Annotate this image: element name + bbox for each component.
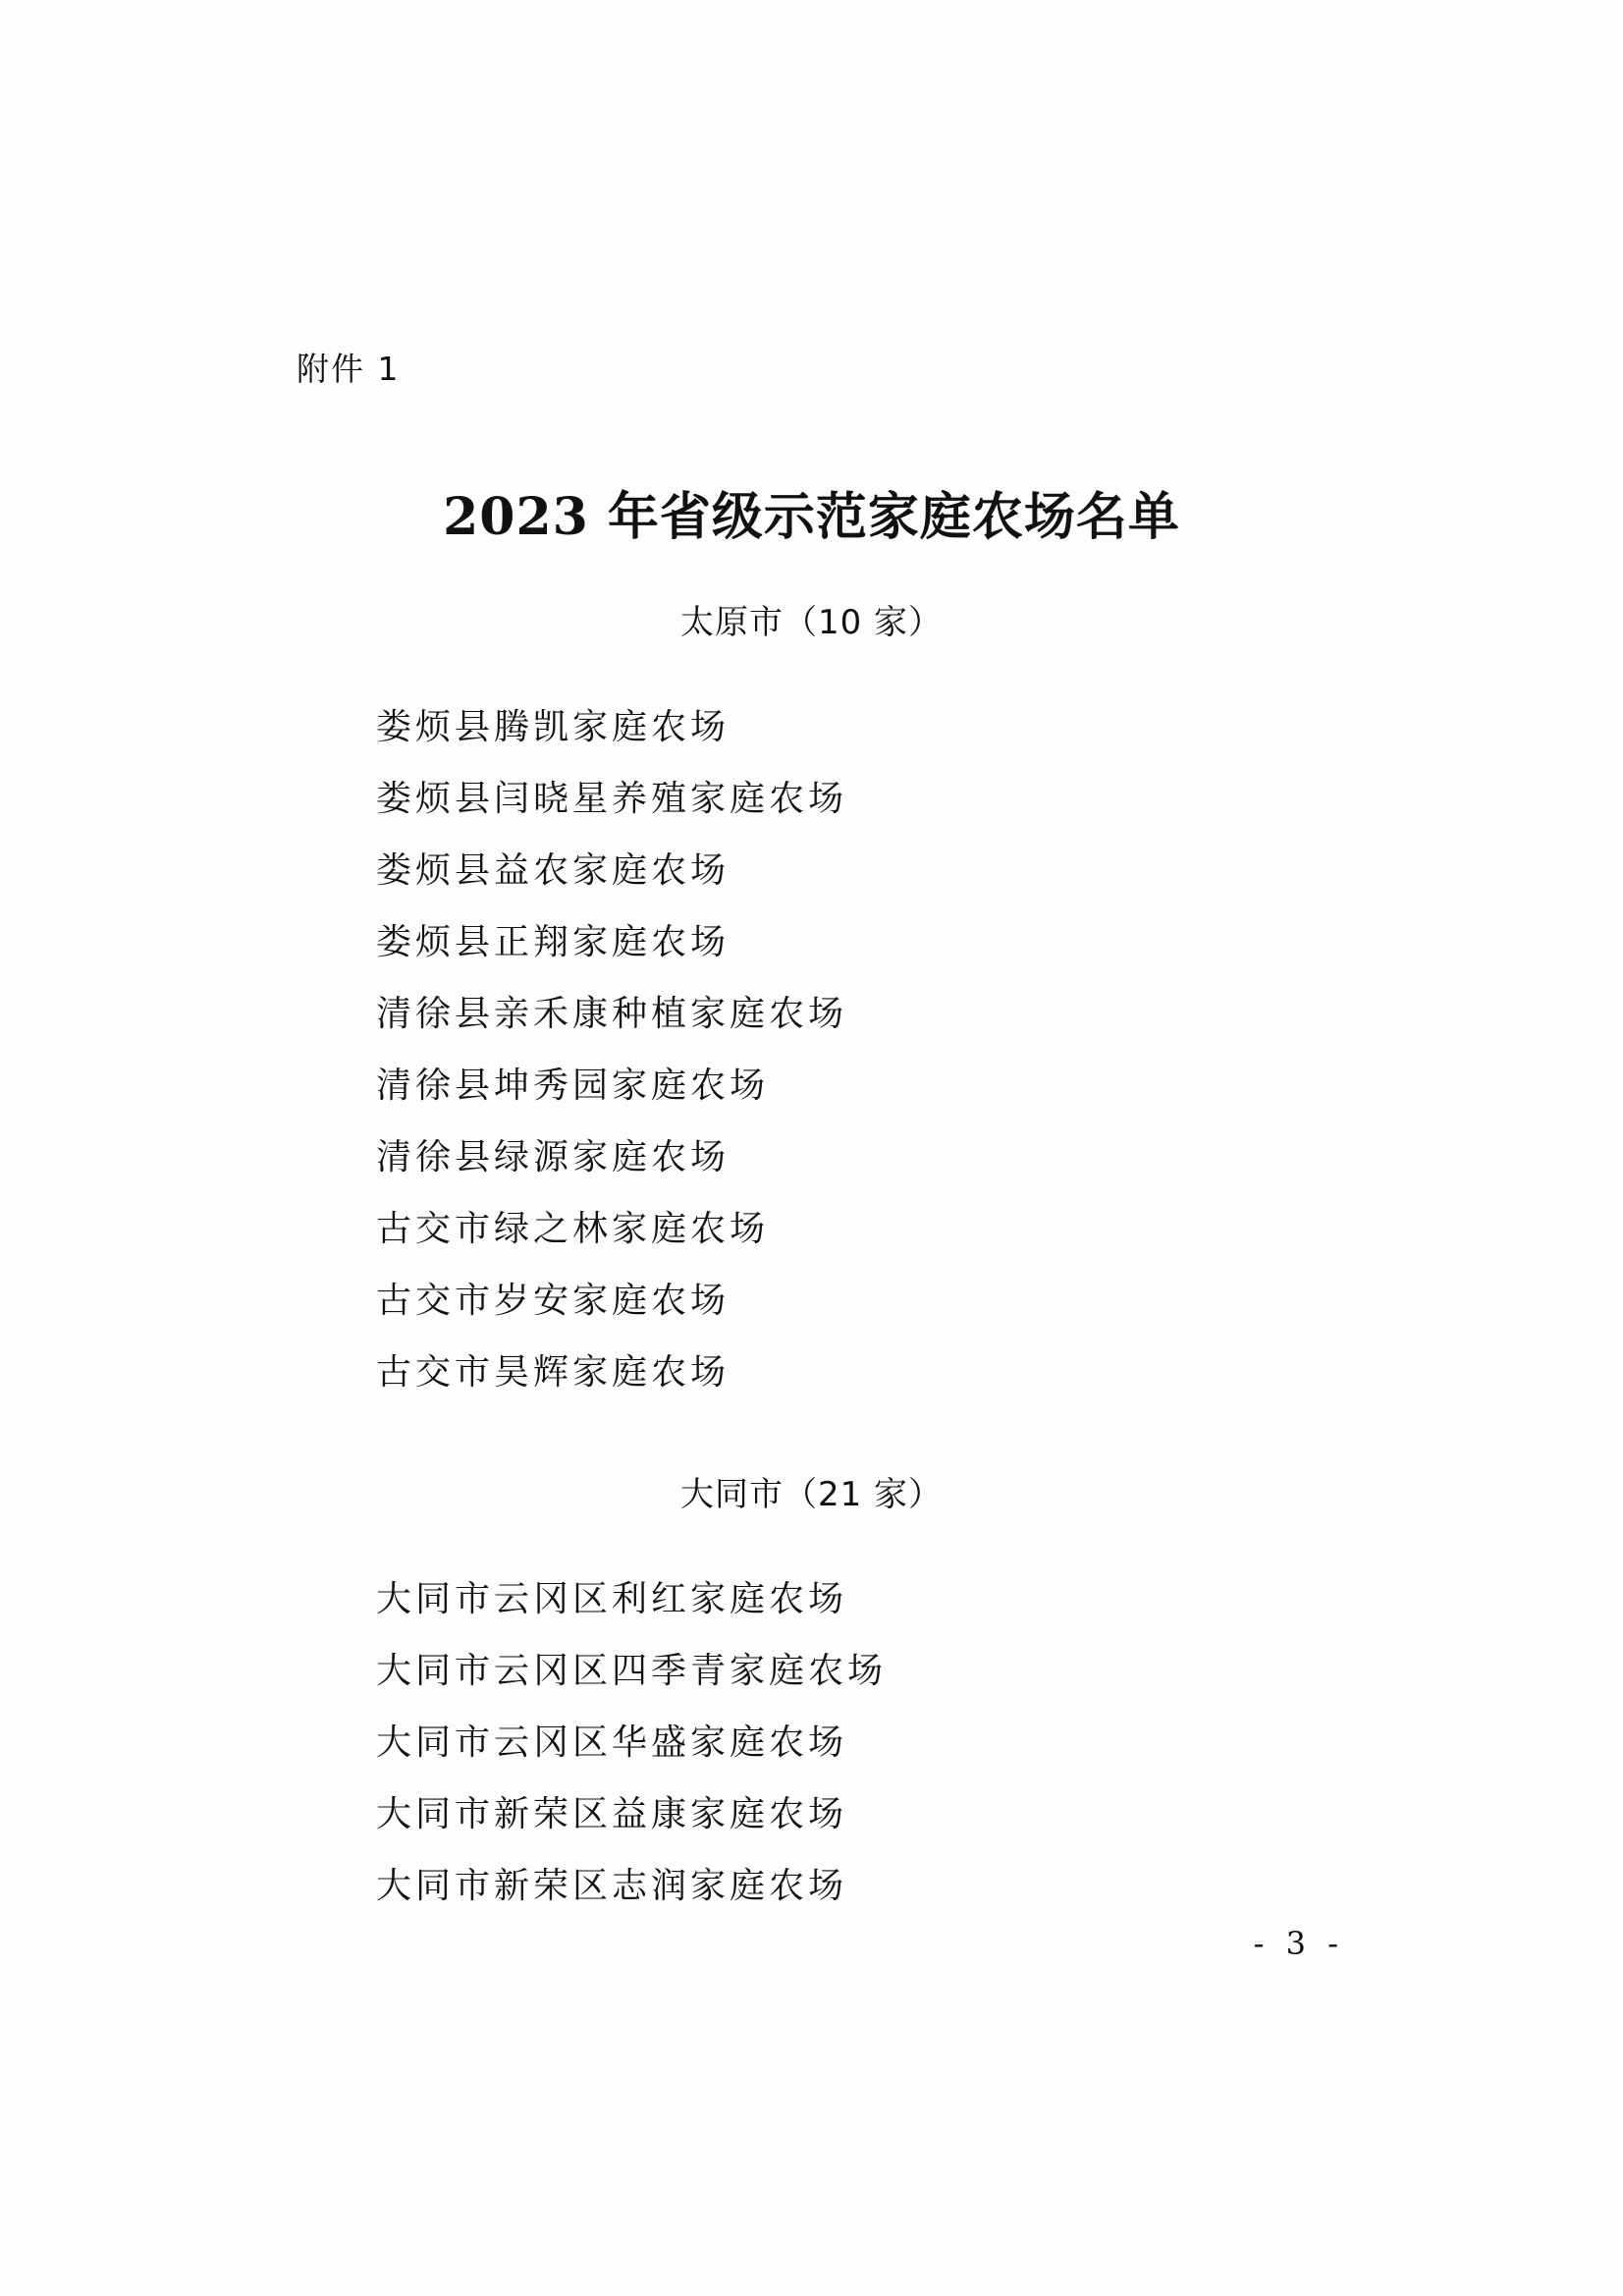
list-item: 清徐县坤秀园家庭农场 <box>376 1066 770 1106</box>
list-item: 大同市云冈区华盛家庭农场 <box>376 1722 848 1763</box>
page-number: - 3 - <box>1253 1925 1344 1962</box>
list-item: 大同市新荣区志润家庭农场 <box>376 1866 848 1906</box>
list-item: 古交市岁安家庭农场 <box>376 1281 730 1321</box>
list-item: 娄烦县益农家庭农场 <box>376 850 730 891</box>
list-item: 大同市云冈区利红家庭农场 <box>376 1579 848 1619</box>
list-item: 清徐县亲禾康种植家庭农场 <box>376 994 848 1034</box>
list-item: 大同市新荣区益康家庭农场 <box>376 1794 848 1834</box>
farm-list-taiyuan <box>376 691 847 1408</box>
list-item: 古交市昊辉家庭农场 <box>376 1352 730 1393</box>
list-item: 大同市云冈区四季青家庭农场 <box>376 1651 888 1691</box>
list-item: 古交市绿之林家庭农场 <box>376 1209 770 1249</box>
document-title: 2023 年省级示范家庭农场名单 <box>443 487 1180 547</box>
list-item: 娄烦县闫晓星养殖家庭农场 <box>376 779 848 819</box>
list-item: 娄烦县腾凯家庭农场 <box>376 707 730 747</box>
list-item: 清徐县绿源家庭农场 <box>376 1137 730 1177</box>
farm-list-datong <box>376 1563 887 1922</box>
section-heading-datong: 大同市（21 家） <box>679 1475 944 1514</box>
attachment-label: 附件 1 <box>297 350 401 388</box>
list-item: 娄烦县正翔家庭农场 <box>376 922 730 962</box>
section-heading-taiyuan: 太原市（10 家） <box>679 603 944 642</box>
